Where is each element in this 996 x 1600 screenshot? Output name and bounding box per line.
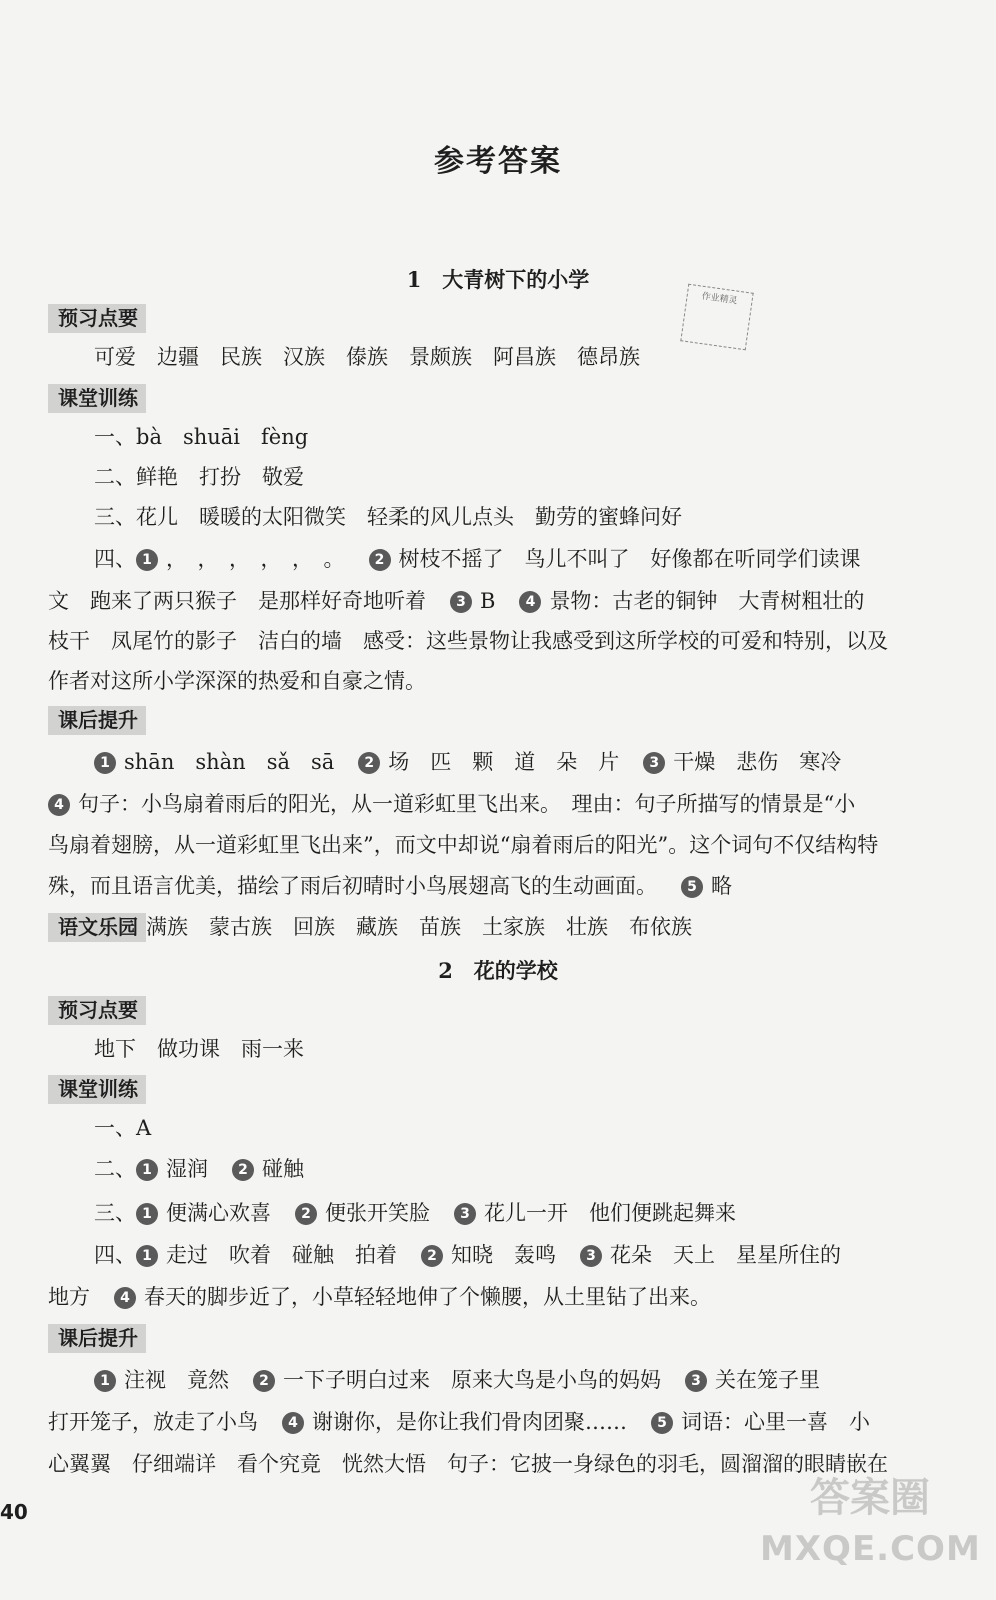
answer-line: 地方 4 春天的脚步近了，小草轻轻地伸了个懒腰，从土里钻了出来。	[48, 1285, 711, 1309]
number-badge: 4	[519, 591, 541, 613]
answer-line: 鸟扇着翅膀，从一道彩虹里飞出来”，而文中却说“扇着雨后的阳光”。这个词句不仅结构特	[48, 833, 879, 857]
watermark-logo: 答案圈 MXQE.COM	[760, 1475, 981, 1569]
section-label-ketang: 课堂训练	[48, 384, 146, 413]
answer-line: 作者对这所小学深深的热爱和自豪之情。	[48, 669, 426, 693]
answer-line: 1 shān shàn sǎ sā 2 场 匹 颗 道 朵 片 3 干燥 悲伤 寒冷	[94, 748, 841, 776]
page-number: 40	[0, 1500, 28, 1524]
answer-line: 语文乐园 满族 蒙古族 回族 藏族 苗族 土家族 壮族 布依族	[48, 913, 692, 942]
number-badge: 1	[136, 549, 158, 571]
number-badge: 3	[643, 752, 665, 774]
page-title: 参考答案	[434, 144, 562, 179]
answer-line: 四、 1 走过 吹着 碰触 拍着 2 知晓 轰鸣 3 花朵 天上 星星所住的	[94, 1243, 841, 1267]
number-badge: 4	[282, 1412, 304, 1434]
number-badge: 2	[253, 1370, 275, 1392]
number-badge: 3	[685, 1370, 707, 1392]
number-badge: 2	[369, 549, 391, 571]
number-badge: 4	[48, 794, 70, 816]
number-badge: 5	[651, 1412, 673, 1434]
answer-line: 四、 1 ， ， ， ， ， 。 2 树枝不摇了 鸟儿不叫了 好像都在听同学们读课	[94, 547, 861, 571]
answer-line: 枝干 凤尾竹的影子 洁白的墙 感受：这些景物让我感受到这所学校的可爱和特别，以及	[48, 629, 888, 653]
answer-line: 三、花儿 暖暖的太阳微笑 轻柔的风儿点头 勤劳的蜜蜂问好	[94, 505, 682, 529]
answer-line: 心翼翼 仔细端详 看个究竟 恍然大悟 句子：它披一身绿色的羽毛，圆溜溜的眼睛嵌在	[48, 1452, 888, 1476]
answer-line: 可爱 边疆 民族 汉族 傣族 景颇族 阿昌族 德昂族	[94, 345, 640, 369]
answer-line: 4 句子：小鸟扇着雨后的阳光，从一道彩虹里飞出来。 理由：句子所描写的情景是“小	[48, 790, 855, 818]
number-badge: 3	[454, 1203, 476, 1225]
number-badge: 1	[136, 1203, 158, 1225]
answer-line: 1 注视 竟然 2 一下子明白过来 原来大鸟是小鸟的妈妈 3 关在笼子里	[94, 1366, 820, 1394]
number-badge: 4	[114, 1287, 136, 1309]
answer-line: 一、A	[94, 1116, 152, 1140]
number-badge: 2	[232, 1159, 254, 1181]
lesson-1-heading: 1 大青树下的小学	[406, 267, 590, 292]
number-badge: 1	[136, 1245, 158, 1267]
section-label-yuxi: 预习点要	[48, 996, 146, 1025]
number-badge: 1	[136, 1159, 158, 1181]
section-label-yuxi: 预习点要	[48, 304, 146, 333]
section-label-ketang: 课堂训练	[48, 1075, 146, 1104]
number-badge: 2	[421, 1245, 443, 1267]
number-badge: 1	[94, 752, 116, 774]
number-badge: 2	[295, 1203, 317, 1225]
answer-line: 二、鲜艳 打扮 敬爱	[94, 465, 304, 489]
answer-line: 一、bà shuāi fèng	[94, 425, 309, 449]
number-badge: 5	[681, 876, 703, 898]
section-label-kehou: 课后提升	[48, 706, 146, 735]
lesson-2-heading: 2 花的学校	[438, 958, 558, 983]
number-badge: 3	[450, 591, 472, 613]
number-badge: 2	[358, 752, 380, 774]
answer-line: 殊，而且语言优美，描绘了雨后初晴时小鸟展翅高飞的生动画面。 5 略	[48, 874, 732, 898]
number-badge: 1	[94, 1370, 116, 1392]
stamp-logo: 作业精灵	[680, 284, 753, 351]
answer-line: 文 跑来了两只猴子 是那样好奇地听着 3 B 4 景物：古老的铜钟 大青树粗壮的	[48, 589, 865, 613]
answer-line: 地下 做功课 雨一来	[94, 1037, 304, 1061]
answer-line: 三、 1 便满心欢喜 2 便张开笑脸 3 花儿一开 他们便跳起舞来	[94, 1201, 736, 1225]
section-label-yuwen: 语文乐园	[48, 913, 146, 942]
answer-line: 打开笼子，放走了小鸟 4 谢谢你，是你让我们骨肉团聚…… 5 词语：心里一喜 小	[48, 1410, 870, 1434]
number-badge: 3	[580, 1245, 602, 1267]
answer-line: 二、 1 湿润 2 碰触	[94, 1157, 304, 1181]
section-label-kehou: 课后提升	[48, 1324, 146, 1353]
